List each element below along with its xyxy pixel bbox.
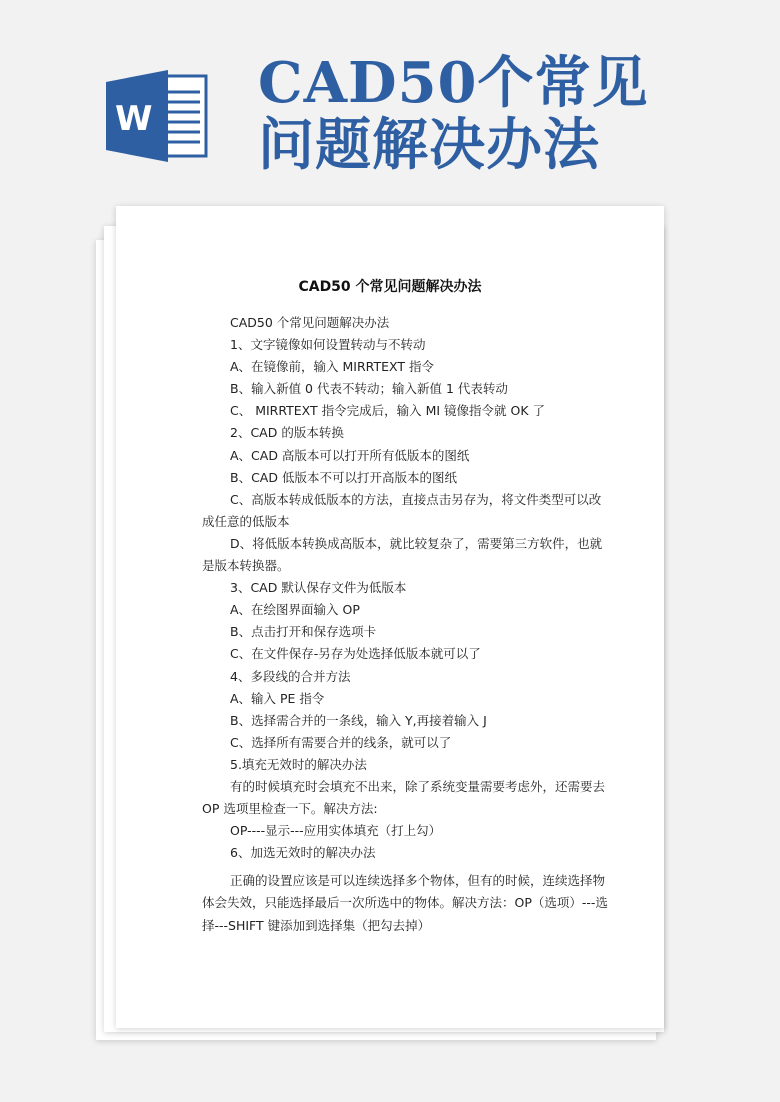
paragraph: C、在文件保存-另存为处选择低版本就可以了 <box>230 646 481 662</box>
paragraph: C、选择所有需要合并的线条，就可以了 <box>230 734 452 750</box>
paragraph: B、选择需合并的一条线，输入 Y,再接着输入 J <box>230 712 487 728</box>
paragraph: A、CAD 高版本可以打开所有低版本的图纸 <box>230 447 470 463</box>
paragraph: 2、CAD 的版本转换 <box>230 425 344 441</box>
document-title: CAD50 个常见问题解决办法 <box>298 279 482 295</box>
paragraph: 正确的设置应该是可以连续选择多个物体，但有的时候，连续选择物体会失效，只能选择最后一次所选中的物体。解决方法：OP（选项）---选择---SHIFT 键添加到选择集（把勾去掉） <box>202 873 608 933</box>
paragraph: 3、CAD 默认保存文件为低版本 <box>230 580 407 596</box>
paragraph: B、点击打开和保存选项卡 <box>230 624 377 640</box>
paragraph: C、高版本转成低版本的方法，直接点击另存为，将文件类型可以改成任意的低版本 <box>202 491 602 529</box>
paragraph: A、输入 PE 指令 <box>230 690 325 706</box>
paragraph: 有的时候填充时会填充不出来，除了系统变量需要考虑外，还需要去 OP 选项里检查一下。解决方法: <box>202 778 606 817</box>
paragraph: OP----显示---应用实体填充（打上勾） <box>230 823 442 839</box>
paragraph: B、CAD 低版本不可以打开高版本的图纸 <box>230 469 457 485</box>
svg-text:W: W <box>115 99 153 139</box>
paragraph: C、 MIRRTEXT 指令完成后，输入 MI 镜像指令就 OK 了 <box>230 403 546 419</box>
paragraph: CAD50 个常见问题解决办法 <box>230 315 390 330</box>
document-page <box>116 206 664 1028</box>
cover-title-line1: CAD50个常见 <box>258 50 649 116</box>
word-document-icon <box>106 70 208 162</box>
paragraph: 6、加选无效时的解决办法 <box>230 845 376 861</box>
paragraph: D、将低版本转换成高版本，就比较复杂了，需要第三方软件，也就是版本转换器。 <box>202 535 603 574</box>
paragraph: A、在绘图界面输入 OP <box>230 602 360 618</box>
paragraph: 5.填充无效时的解决办法 <box>230 756 367 772</box>
paragraph: 4、多段线的合并方法 <box>230 668 351 684</box>
paragraph: 1、文字镜像如何设置转动与不转动 <box>230 337 426 353</box>
paragraph: A、在镜像前，输入 MIRRTEXT 指令 <box>230 359 434 375</box>
paragraph: B、输入新值 0 代表不转动；输入新值 1 代表转动 <box>230 381 508 397</box>
cover-title <box>258 52 678 176</box>
cover-title-line2: 问题解决办法 <box>258 112 600 178</box>
document-body <box>202 312 608 937</box>
